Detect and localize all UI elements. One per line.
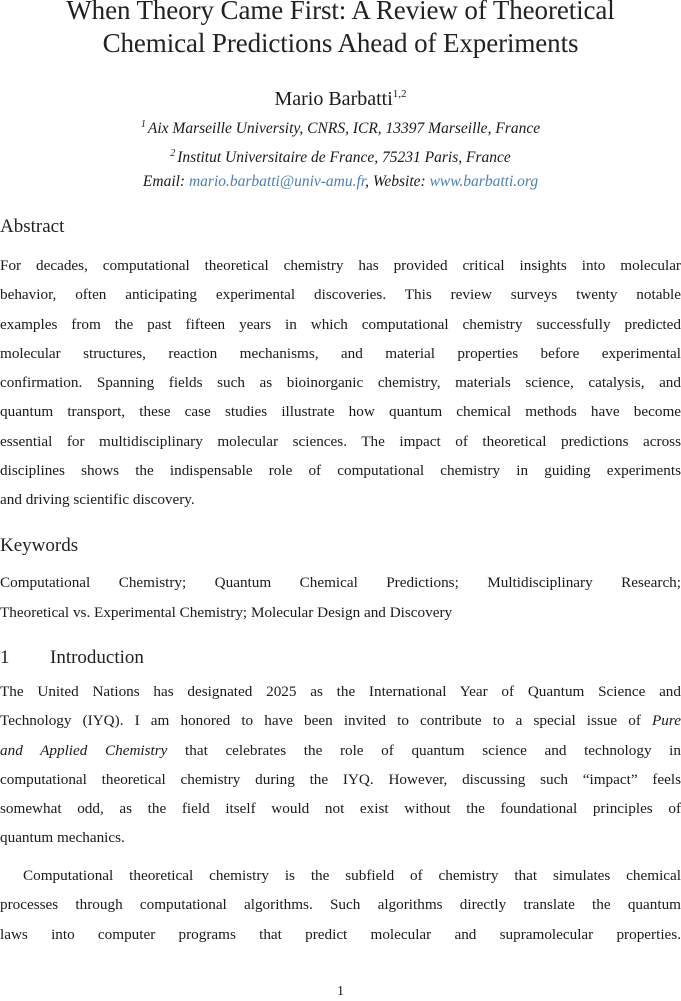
keywords-body — [0, 568, 681, 628]
section-title: Introduction — [50, 647, 144, 668]
intro-line: computational theoretical chemistry during the IYQ. However, discussing such “impact” feels — [0, 770, 681, 788]
author-name: Mario Barbatti — [274, 88, 393, 110]
abstract-body — [0, 251, 681, 515]
website-label: , Website: — [365, 173, 430, 190]
title-line-1: When Theory Came First: A Review of Theoretical — [66, 0, 615, 25]
website-link[interactable]: www.barbatti.org — [429, 173, 539, 190]
abstract-line: examples from the past fifteen years in which computational chemistry successfully predicted — [0, 315, 681, 333]
email-link[interactable]: mario.barbatti@univ-amu.fr — [188, 173, 366, 190]
title-line-2: Chemical Predictions Ahead of Experiments — [102, 28, 579, 58]
affiliation-1-text: Aix Marseille University, CNRS, ICR, 13397 Marseille, France — [147, 120, 541, 137]
affiliation-1 — [0, 115, 681, 139]
abstract-line: molecular structures, reaction mechanisms, and material properties before experimental — [0, 344, 681, 362]
abstract-line: confirmation. Spanning fields such as bioinorganic chemistry, materials science, catalysis, and — [0, 374, 681, 392]
intro-line: processes through computational algorithms. Such algorithms directly translate the quantum — [0, 896, 681, 914]
author-line — [0, 82, 681, 111]
affiliation-2-marker: 2 — [170, 148, 176, 159]
keywords-line: Computational Chemistry; Quantum Chemical Predictions; Multidisciplinary Research; — [0, 574, 681, 591]
email-label: Email: — [142, 173, 189, 190]
author-superscript: 1,2 — [392, 88, 407, 100]
keywords-line: Theoretical vs. Experimental Chemistry; Molecular Design and Discovery — [0, 604, 453, 621]
abstract-line: essential for multidisciplinary molecular sciences. The impact of theoretical predictions across — [0, 432, 681, 450]
intro-text: that celebrates the role of quantum science and technology in — [167, 741, 681, 759]
keywords-heading: Keywords — [0, 535, 79, 556]
section-number: 1 — [0, 647, 10, 668]
abstract-line: and driving scientific discovery. — [0, 491, 195, 509]
journal-name-part1: Pure — [652, 712, 681, 730]
intro-line: The United Nations has designated 2025 as the International Year of Quantum Science and — [0, 683, 681, 700]
contact-line — [0, 172, 681, 192]
intro-line: somewhat odd, as the field itself would not exist without the foundational principles of — [0, 800, 681, 818]
intro-line: Computational theoretical chemistry is the subfield of chemistry that simulates chemical — [23, 867, 681, 884]
intro-line — [0, 736, 681, 765]
abstract-line: For decades, computational theoretical chemistry has provided critical insights into molecular — [0, 257, 681, 274]
affiliation-2-text: Institut Universitaire de France, 75231 Paris, France — [177, 149, 511, 166]
intro-line — [0, 706, 681, 735]
intro-line: quantum mechanics. — [0, 829, 125, 847]
introduction-paragraph-2 — [0, 861, 681, 949]
intro-text: Technology (IYQ). I am honored to have been invited to contribute to a special issue of — [0, 712, 653, 730]
abstract-heading: Abstract — [0, 216, 65, 237]
affiliation-2 — [0, 144, 681, 168]
intro-line: laws into computer programs that predict molecular and supramolecular properties. — [0, 925, 681, 943]
abstract-line: behavior, often anticipating experimental discoveries. This review surveys twenty notable — [0, 286, 681, 304]
journal-name-part2: and Applied Chemistry — [0, 741, 168, 759]
abstract-line: disciplines shows the indispensable role of computational chemistry in guiding experiments — [0, 462, 681, 480]
affiliation-1-marker: 1 — [140, 119, 146, 130]
introduction-paragraph-1 — [0, 677, 681, 853]
abstract-line: quantum transport, these case studies illustrate how quantum chemical methods have become — [0, 403, 681, 421]
paper-title — [0, 0, 681, 60]
introduction-heading — [0, 647, 144, 669]
page-number: 1 — [337, 984, 344, 999]
